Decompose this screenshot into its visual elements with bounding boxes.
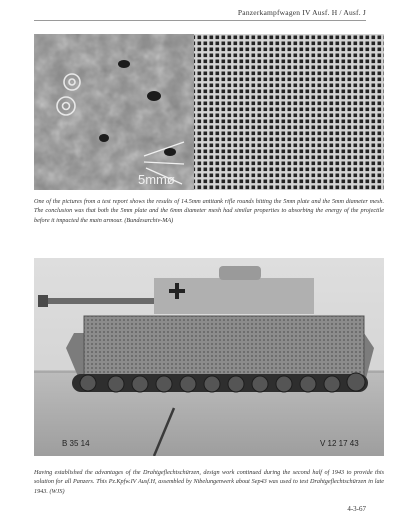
negative-number-left: B 35 14 xyxy=(62,439,90,448)
running-head: Panzerkampfwagen IV Ausf. H / Ausf. J xyxy=(237,8,366,17)
tank-photo xyxy=(34,258,384,456)
test-report-photo xyxy=(34,34,384,190)
mesh-side-skirt xyxy=(84,316,364,376)
negative-number-right: V 12 17 43 xyxy=(320,439,359,448)
cupola xyxy=(219,266,261,280)
photo-caption-bottom: Having established the advantages of the Drahtgeflechtschürzen, design work continued during the second half of 1943 to provide this solution for all Panzers. This Pz.Kpfw.IV Ausf.H, assembled by Nibelungenwerk about Sep43 was used to test Drahtgeflechtschürzen in late 1943. (WJS) xyxy=(34,469,384,495)
photo-caption-top: One of the pictures from a test report shows the results of 14.5mm antitank rifle rounds hitting the 5mm plate and the 5mm diameter mesh. The conclusion was that both the 5mm plate and the 6mm diameter mesh had similar properties to absorbing the energy of the projectile before it impacted the main armour. (Bundesarchiv-MA) xyxy=(34,198,384,224)
header-rule xyxy=(34,20,366,21)
plate-and-mesh-image xyxy=(34,34,384,190)
muzzle-brake xyxy=(38,295,48,307)
panzer-iv-image xyxy=(34,258,384,456)
page-number: 4-3-67 xyxy=(347,505,366,513)
chalk-marking: 5mmø xyxy=(138,172,175,187)
main-gun xyxy=(44,298,162,304)
